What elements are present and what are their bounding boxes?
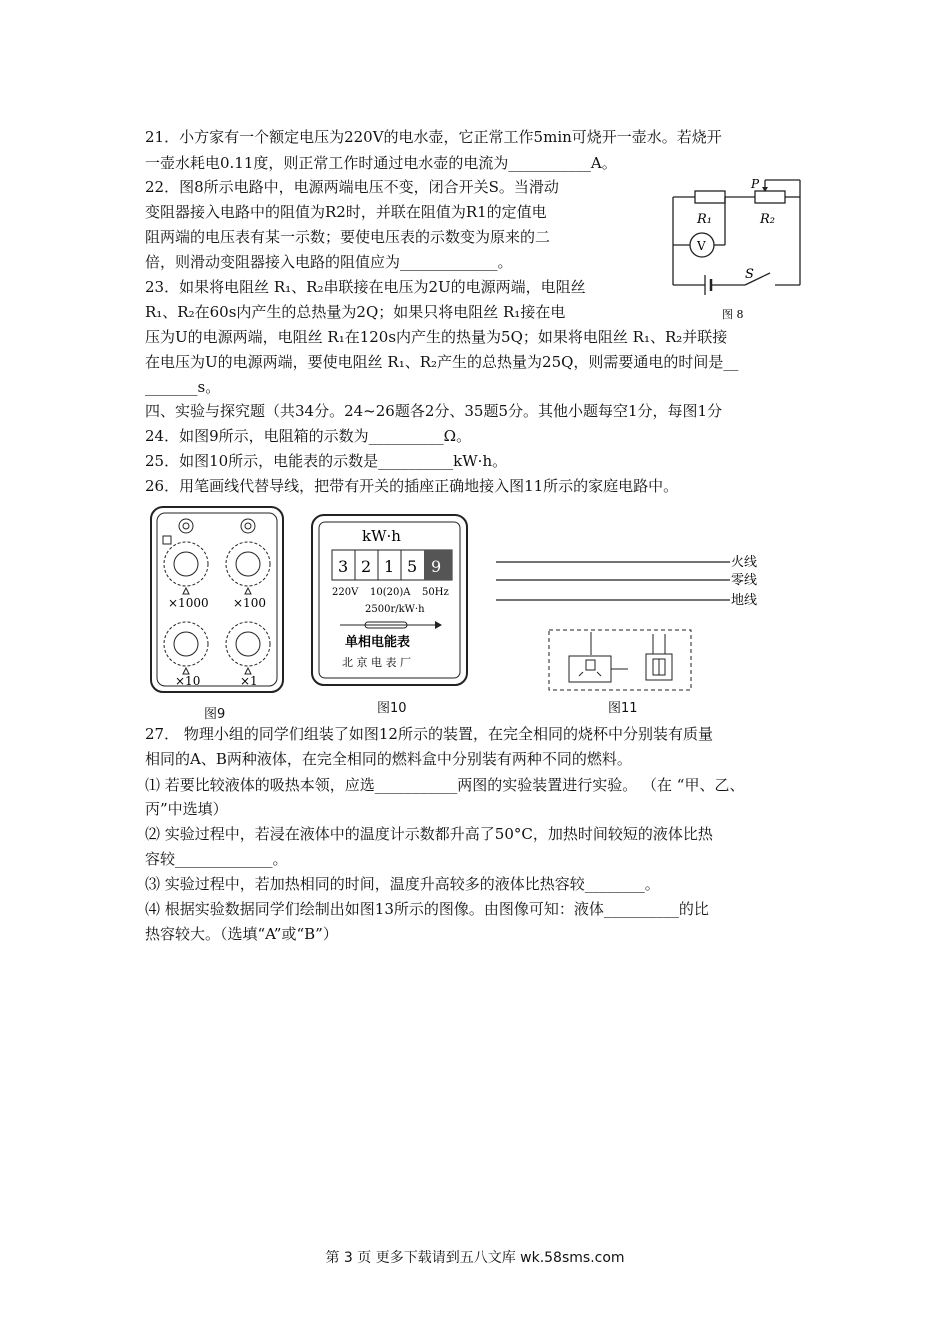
meter-digit: 5: [407, 557, 418, 576]
voltmeter-label: V: [697, 239, 706, 253]
text-line: 23．如果将电阻丝 R₁、R₂串联接在电压为2U的电源两端，电阻丝: [145, 278, 586, 296]
text-line: 容较_____________。: [145, 850, 288, 868]
label-p: P: [751, 177, 760, 191]
figure-11-caption: 图11: [608, 701, 638, 716]
text-line: 丙”中选填）: [145, 800, 228, 818]
meter-maker: 北 京 电 表 厂: [342, 656, 411, 669]
text-line: 26．用笔画线代替导线，把带有开关的插座正确地接入图11所示的家庭电路中。: [145, 477, 679, 495]
text-line: ⑴ 若要比较液体的吸热本领，应选___________两图的实验装置进行实验。 （在 “甲、乙、: [145, 776, 745, 794]
text-line: 一壶水耗电0.11度，则正常工作时通过电水壶的电流为___________A。: [145, 154, 617, 172]
text-line: 压为U的电源两端，电阻丝 R₁在120s内产生的热量为5Q；如果将电阻丝 R₁、R₂并联接: [145, 328, 728, 346]
text-line: ⑵ 实验过程中，若浸在液体中的温度计示数都升高了50°C，加热时间较短的液体比热: [145, 825, 713, 843]
wire-ground-label: 地线: [731, 593, 758, 608]
meter-digit: 2: [361, 557, 372, 576]
wire-neutral-label: 零线: [731, 573, 758, 588]
figure-8-caption: 图 8: [722, 308, 744, 321]
figure-9-resistance-box: [148, 504, 288, 694]
text-line: 在电压为U的电源两端，要使电阻丝 R₁、R₂产生的总热量为25Q，则需要通电的时间是__: [145, 353, 739, 371]
spec-frequency: 50Hz: [422, 587, 449, 598]
section-heading: 四、实验与探究题（共34分。24~26题各2分、35题5分。其他小题每空1分，每图1分: [145, 402, 723, 420]
spec-revolutions: 2500r/kW·h: [365, 604, 425, 615]
text-line: ⑶ 实验过程中，若加热相同的时间，温度升高较多的液体比热容较________。: [145, 875, 660, 893]
figure-10-energy-meter: [310, 513, 470, 688]
label-s: S: [745, 267, 754, 282]
wire-live-label: 火线: [731, 555, 758, 570]
multiplier-1000: ×1000: [168, 596, 209, 610]
text-line: ⑷ 根据实验数据同学们绘制出如图13所示的图像。由图像可知：液体__________的比: [145, 900, 709, 918]
label-r2: R₂: [760, 212, 775, 227]
text-line: 倍，则滑动变阻器接入电路的阻值应为_____________。: [145, 253, 513, 271]
page-footer: 第 3 页 更多下载请到五八文库 wk.58sms.com: [325, 1250, 625, 1266]
meter-digit: 3: [338, 557, 349, 576]
text-line: 25．如图10所示，电能表的示数是__________kW·h。: [145, 452, 508, 470]
figure-10-caption: 图10: [377, 701, 407, 716]
figure-8-circuit: [665, 175, 810, 325]
spec-current: 10(20)A: [370, 587, 411, 598]
text-line: 21．小方家有一个额定电压为220V的电水壶，它正常工作5min可烧开一壶水。若烧开: [145, 128, 722, 146]
spec-voltage: 220V: [332, 587, 359, 598]
label-r1: R₁: [697, 212, 712, 227]
multiplier-1: ×1: [240, 674, 258, 688]
text-line: R₁、R₂在60s内产生的总热量为2Q；如果只将电阻丝 R₁接在电: [145, 303, 566, 321]
text-line: 22．图8所示电路中，电源两端电压不变，闭合开关S。当滑动: [145, 178, 559, 196]
meter-digit-decimal: 9: [431, 557, 442, 576]
text-line: 变阻器接入电路中的阻值为R2时，并联在阻值为R1的定值电: [145, 203, 547, 221]
figure-9-caption: 图9: [204, 707, 226, 722]
text-line: 阻两端的电压表有某一示数；要使电压表的示数变为原来的二: [145, 228, 551, 246]
text-line: 热容较大。（选填“A”或“B”）: [145, 925, 338, 943]
multiplier-10: ×10: [175, 674, 201, 688]
text-line: _______s。: [145, 378, 221, 396]
figure-11-household-circuit: [493, 550, 768, 695]
text-line: 24．如图9所示，电阻箱的示数为__________Ω。: [145, 427, 472, 445]
text-line: 27． 物理小组的同学们组装了如图12所示的装置，在完全相同的烧杯中分别装有质量: [145, 725, 713, 743]
meter-name: 单相电能表: [345, 635, 411, 650]
text-line: 相同的A、B两种液体，在完全相同的燃料盒中分别装有两种不同的燃料。: [145, 750, 632, 768]
multiplier-100: ×100: [233, 596, 266, 610]
meter-unit: kW·h: [362, 527, 401, 545]
meter-digit: 1: [384, 557, 395, 576]
